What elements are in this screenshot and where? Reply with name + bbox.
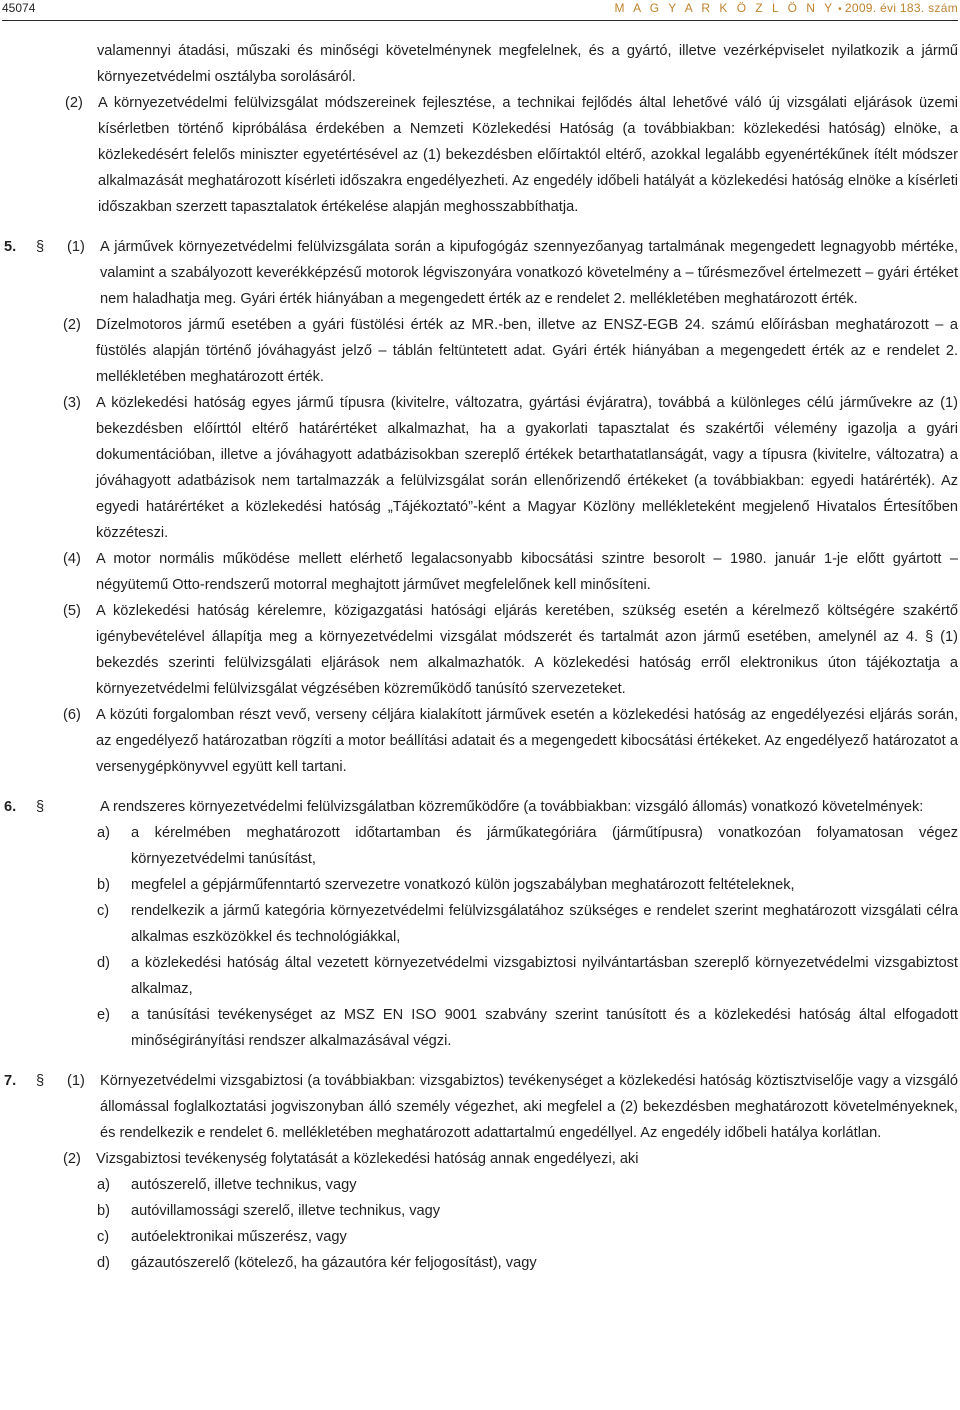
item-letter: d) bbox=[97, 1255, 110, 1271]
item-letter: b) bbox=[97, 1203, 110, 1219]
paragraph-number: (1) bbox=[67, 1073, 85, 1089]
item-text: a közlekedési hatóság által vezetett környezetvédelmi vizsgabiztosi nyilvántartásban szereplő környezetvédelmi vizsgabiztost alkalmaz, bbox=[131, 955, 958, 997]
paragraph-text: A rendszeres környezetvédelmi felülvizsgálatban közreműködőre (a továbbiakban: vizsgáló állomás) vonatkozó követelmények: bbox=[100, 799, 924, 815]
page-number: 45074 bbox=[2, 1, 36, 15]
header-rule bbox=[2, 20, 958, 21]
list-item bbox=[97, 1002, 960, 1054]
item-letter: c) bbox=[97, 1229, 110, 1245]
section-7-paragraph-1 bbox=[0, 1068, 960, 1146]
section-6-intro bbox=[0, 794, 960, 820]
item-letter: a) bbox=[97, 1177, 110, 1193]
section-5-paragraph-1 bbox=[0, 234, 960, 312]
section-5-paragraph-4 bbox=[62, 546, 960, 598]
section-5-paragraph-2 bbox=[62, 312, 960, 390]
item-letter: e) bbox=[97, 1007, 110, 1023]
journal-title: M A G Y A R K Ö Z L Ö N Y bbox=[614, 1, 836, 15]
document-body bbox=[0, 38, 960, 1276]
paragraph-number: (2) bbox=[63, 1151, 81, 1167]
section-5-paragraph-3 bbox=[62, 390, 960, 546]
paragraph-4-2 bbox=[64, 90, 960, 220]
paragraph-text: A közlekedési hatóság egyes jármű típusra (kivitelre, változatra, gyártási évjáratra), továbbá a különleges célú járművekre az (1) bekezdésben előírttól eltérő határértéket alkalmazhat, ha a gyakorlati tapasztalat és szakértői vélemény igazolja a gyári dokumentációban, illetve a jóváhagyott adatbázisokban szereplő értékek betarthatatlanságát, vagy a típusra (kivitelre, változatra) a jóváhagyott adatbázisok nem tartalmazzák a felülvizsgálat során ellenőrizendő értékeket (a továbbiakban: egyedi határérték). Az egyedi határértéket a közlekedési hatóság „Tájékoztató”-ként a Magyar Közlöny mellékleteként megjelenő Hivatalos Értesítőben közzéteszi. bbox=[96, 395, 958, 541]
paragraph-text: A közlekedési hatóság kérelemre, közigazgatási hatósági eljárás keretében, szükség esetén a kérelmező költségére szakértő igénybevételével állapítja meg a környezetvédelmi vizsgálat módszerét és tartalmát azon jármű esetében, amelynél az 4. § (1) bekezdés szerinti felülvizsgálati eljárások nem alkalmazhatók. A közlekedési hatóság erről elektronikus úton tájékoztatja a környezetvédelmi felülvizsgálat végzésében közreműködő tanúsító szervezeteket. bbox=[96, 603, 958, 697]
continuation-paragraph: valamennyi átadási, műszaki és minőségi követelménynek megfelelnek, és a gyártó, illetve vezérképviselet nyilatkozik a jármű környezetvédelmi osztályba sorolásáról. bbox=[97, 43, 958, 85]
item-text: megfelel a gépjárműfenntartó szervezetre vonatkozó külön jogszabályban meghatározott feltételeknek, bbox=[131, 877, 795, 893]
item-text: gázautószerelő (kötelező, ha gázautóra kér feljogosítást), vagy bbox=[131, 1255, 537, 1271]
paragraph-number: (2) bbox=[63, 317, 81, 333]
list-item bbox=[97, 1172, 960, 1198]
paragraph-text: A motor normális működése mellett elérhető legalacsonyabb kibocsátási szintre besorolt – 1980. január 1-je előtt gyártott – négyütemű Otto-rendszerű motorral meghajtott járművet megfelelőnek kell minősíteni. bbox=[96, 551, 958, 593]
section-sign: § bbox=[36, 239, 45, 255]
section-number: 6. bbox=[4, 799, 17, 815]
page-header bbox=[0, 0, 960, 24]
section-number: 5. bbox=[4, 239, 17, 255]
item-letter: a) bbox=[97, 825, 110, 841]
paragraph-number: (1) bbox=[67, 239, 85, 255]
paragraph-number: (5) bbox=[63, 603, 81, 619]
paragraph-text: A járművek környezetvédelmi felülvizsgálata során a kipufogógáz szennyezőanyag tartalmának megengedett legnagyobb mértéke, valamint a szabályozott keverékképzésű motorok légviszonyára vonatkozó követelmény a – tűrésmezővel értelmezett – gyári értéket nem haladhatja meg. Gyári érték hiányában a megengedett érték az e rendelet 2. mellékletében meghatározott érték. bbox=[100, 239, 958, 307]
running-head bbox=[614, 1, 958, 15]
item-letter: c) bbox=[97, 903, 110, 919]
item-letter: d) bbox=[97, 955, 110, 971]
list-item bbox=[97, 950, 960, 1002]
item-text: autószerelő, illetve technikus, vagy bbox=[131, 1177, 357, 1193]
list-item bbox=[97, 898, 960, 950]
item-text: a tanúsítási tevékenységet az MSZ EN ISO 9001 szabvány szerint tanúsított és a közlekedési hatóság által elfogadott minőségirányítási rendszer alkalmazásával végzi. bbox=[131, 1007, 958, 1049]
paragraph-text: Dízelmotoros jármű esetében a gyári füstölési érték az MR.-ben, illetve az ENSZ-EGB 24. számú előírásban meghatározott – a füstölés alapján történő jóváhagyást jelző – táblán feltüntetett adat. Gyári érték hiányában a megengedett érték az e rendelet 2. mellékletében meghatározott érték. bbox=[96, 317, 958, 385]
issue-label: 2009. évi 183. szám bbox=[844, 1, 958, 15]
paragraph-number: (2) bbox=[65, 95, 83, 111]
list-item bbox=[97, 820, 960, 872]
item-text: rendelkezik a jármű kategória környezetvédelmi felülvizsgálatához szükséges e rendelet szerint meghatározott vizsgálati célra alkalmas eszközökkel és technológiákkal, bbox=[131, 903, 958, 945]
item-letter: b) bbox=[97, 877, 110, 893]
paragraph-number: (6) bbox=[63, 707, 81, 723]
item-text: autóelektronikai műszerész, vagy bbox=[131, 1229, 347, 1245]
list-item bbox=[97, 1198, 960, 1224]
list-item bbox=[97, 1250, 960, 1276]
item-text: a kérelmében meghatározott időtartamban és járműkategóriára (járműtípusra) vonatkozóan folyamatosan végez környezetvédelmi tanúsítást, bbox=[131, 825, 958, 867]
bullet-separator: • bbox=[838, 4, 842, 15]
section-number: 7. bbox=[4, 1073, 17, 1089]
list-item bbox=[97, 1224, 960, 1250]
section-5-paragraph-6 bbox=[62, 702, 960, 780]
paragraph-text: Környezetvédelmi vizsgabiztosi (a továbbiakban: vizsgabiztos) tevékenységet a közlekedési hatóság köztisztviselője vagy a vizsgáló állomással foglalkoztatási jogviszonyban álló személy végezhet, aki megfelel a (2) bekezdésben meghatározott követelményeknek, és rendelkezik e rendelet 6. mellékletében meghatározott adattartalmú engedéllyel. Az engedély időbeli hatálya korlátlan. bbox=[100, 1073, 958, 1141]
paragraph-number: (4) bbox=[63, 551, 81, 567]
section-5-paragraph-5 bbox=[62, 598, 960, 702]
list-item bbox=[97, 872, 960, 898]
item-text: autóvillamossági szerelő, illetve technikus, vagy bbox=[131, 1203, 441, 1219]
section-sign: § bbox=[36, 799, 45, 815]
paragraph-number: (3) bbox=[63, 395, 81, 411]
paragraph-text: A közúti forgalomban részt vevő, verseny céljára kialakított járművek esetén a közlekedési hatóság az engedélyezési eljárás során, az engedélyező határozatban rögzíti a motor beállítási adatait és a megengedett kibocsátási értékeket. Az engedélyező határozatot a versenygépkönyvvel együtt kell tartani. bbox=[96, 707, 958, 775]
section-sign: § bbox=[36, 1073, 45, 1089]
paragraph-text: Vizsgabiztosi tevékenység folytatását a közlekedési hatóság annak engedélyezi, aki bbox=[96, 1151, 639, 1167]
paragraph-text: A környezetvédelmi felülvizsgálat módszereinek fejlesztése, a technikai fejlődés által lehetővé váló új vizsgálati eljárások üzemi kísérletben történő kipróbálása érdekében a Nemzeti Közlekedési Hatóság (a továbbiakban: közlekedési hatóság) elnöke, a közlekedésért felelős miniszter egyetértésével az (1) bekezdésben előírtaktól eltérő, azokkal legalább egyenértékűnek ítélt módszer alkalmazását meghatározott kísérleti időszakra engedélyezheti. Az engedély időbeli hatályát a közlekedési hatóság elnöke a kísérleti időszakban szerzett tapasztalatok értékelése alapján meghosszabbíthatja. bbox=[98, 95, 958, 215]
section-7-paragraph-2 bbox=[62, 1146, 960, 1172]
